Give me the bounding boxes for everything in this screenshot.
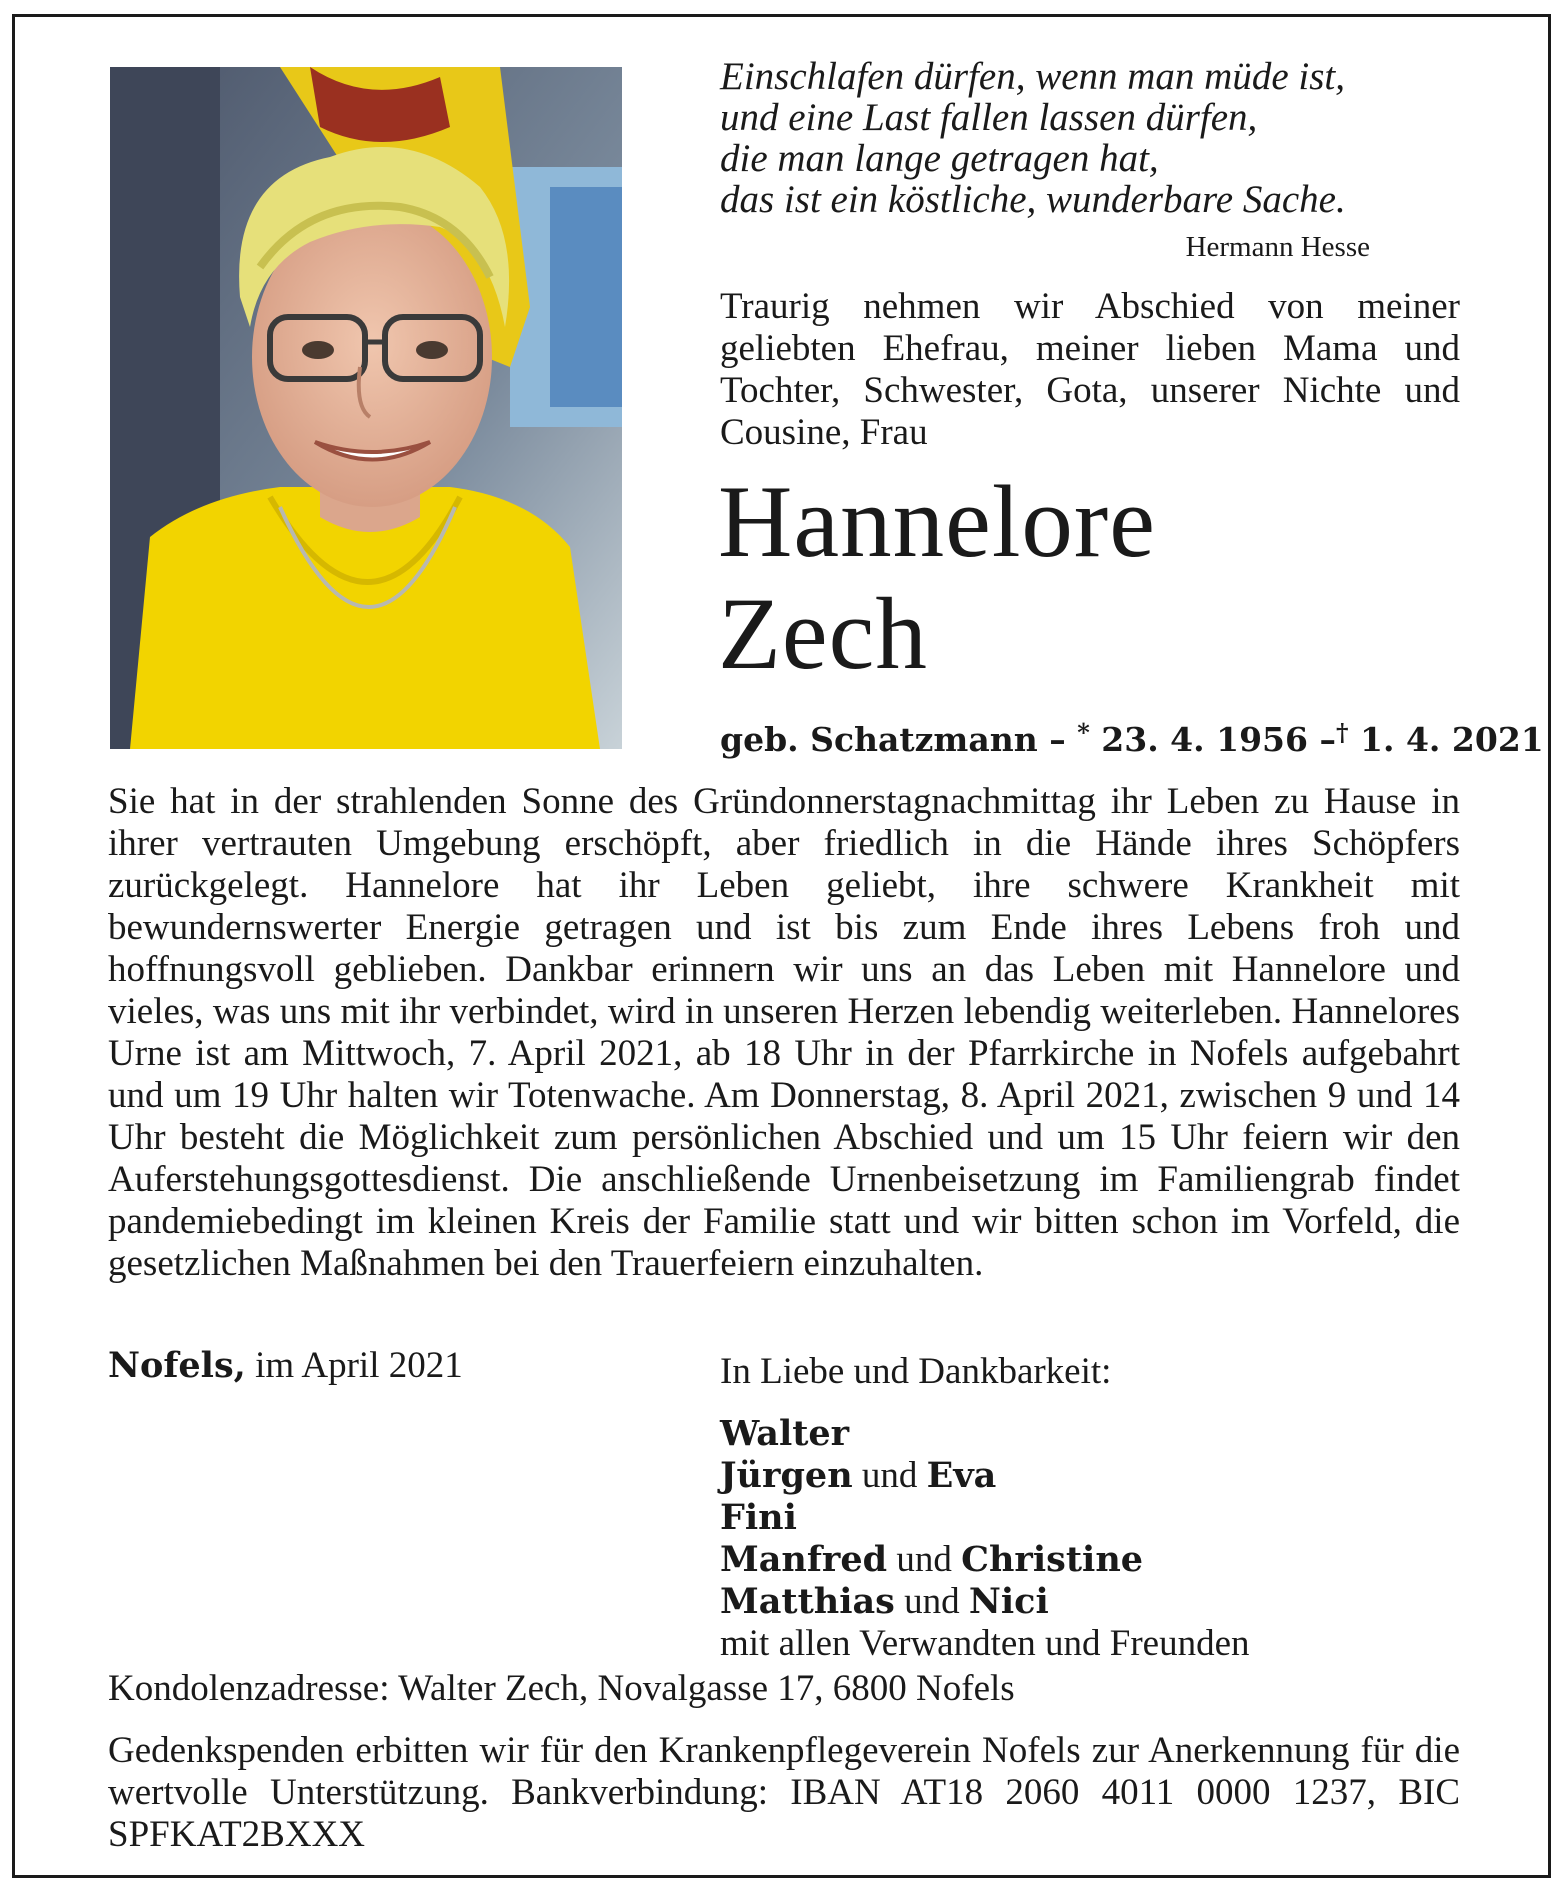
deceased-name (718, 466, 1156, 690)
family-line (720, 1413, 1460, 1455)
family-signature (720, 1351, 1460, 1665)
quote-author: Hermann Hesse (1185, 231, 1370, 263)
family-connector: und (904, 1581, 960, 1622)
place-town: Nofels, (108, 1345, 246, 1386)
maiden-name: geb. Schatzmann (720, 720, 1038, 759)
family-member: Jürgen (720, 1455, 853, 1496)
death-date: 1. 4. 2021 (1360, 720, 1544, 759)
obituary-body: Sie hat in der strahlenden Sonne des Gründonnerstagnachmittag ihr Leben zu Hause in ihrer vertrauten Umgebung erschöpft, aber friedlich in die Hände ihres Schöpfers zurückgelegt. Hannelore hat ihr Leben geliebt, ihre schwere Krankheit mit bewundernswerter Energie getragen und ist bis zum Ende ihres Lebens froh und hoffnungsvoll geblieben. Dankbar erinnern wir uns an das Leben mit Hannelore und vieles, was uns mit ihr verbindet, wird in unseren Herzen lebendig weiterleben. Hannelores Urne ist am Mittwoch, 7. April 2021, ab 18 Uhr in der Pfarrkirche in Nofels aufgebahrt und um 19 Uhr halten wir Totenwache. Am Donnerstag, 8. April 2021, zwischen 9 und 14 Uhr besteht die Möglichkeit zum persönlichen Abschied und um 15 Uhr feiern wir den Auferstehungsgottesdienst. Die anschließende Urnenbeisetzung im Familiengrab findet pandemiebedingt im kleinen Kreis der Familie statt und wir bitten schon im Vorfeld, die gesetzlichen Maßnahmen bei den Trauerfeiern einzuhalten. (108, 781, 1460, 1284)
birth-date: 23. 4. 1956 (1101, 720, 1308, 759)
family-member: Eva (926, 1455, 997, 1496)
family-connector: und (861, 1455, 918, 1496)
family-heading: In Liebe und Dankbarkeit: (720, 1351, 1112, 1392)
portrait-illustration (110, 67, 622, 749)
family-member: Fini (720, 1497, 797, 1538)
donation-note: Gedenkspenden erbitten wir für den Krankenpflegeverein Nofels zur Anerkennung für die wertvolle Unterstützung. Bankverbindung: IBAN AT18 2060 4011 0000 1237, BIC SPFKAT2BXXX (108, 1730, 1460, 1855)
family-line (720, 1581, 1460, 1623)
family-member: Nici (968, 1581, 1049, 1622)
life-dates (720, 711, 1544, 762)
condolence-address: Kondolenzadresse: Walter Zech, Novalgasse 17, 6800 Nofels (108, 1668, 1015, 1709)
family-line (720, 1455, 1460, 1497)
family-member: Christine (961, 1539, 1144, 1580)
quote-line: Einschlafen dürfen, wenn man müde ist, (720, 55, 1346, 98)
portrait-photo (110, 67, 622, 749)
place-month: im April 2021 (255, 1345, 463, 1386)
dash: – (1049, 720, 1066, 759)
quote-line: das ist ein köstliche, wunderbare Sache. (720, 178, 1346, 221)
first-name: Hannelore (718, 465, 1156, 579)
family-line (720, 1539, 1460, 1581)
family-connector: und (896, 1539, 952, 1580)
quote-line: und eine Last fallen lassen dürfen, (720, 96, 1258, 139)
birth-symbol: * (1077, 718, 1090, 747)
family-member: Walter (720, 1413, 850, 1454)
cross-symbol: † (1335, 718, 1349, 747)
family-member: Matthias (720, 1581, 895, 1622)
quote-line: die man lange getragen hat, (720, 137, 1159, 180)
intro-text: Traurig nehmen wir Abschied von meiner geliebten Ehefrau, meiner lieben Mama und Tochter, Schwester, Gota, unserer Nichte und Cousine, Frau (720, 286, 1460, 453)
place-date (108, 1345, 463, 1387)
family-member: Manfred (720, 1539, 888, 1580)
family-closing: mit allen Verwandten und Freunden (720, 1623, 1250, 1664)
last-name: Zech (718, 577, 928, 691)
family-line (720, 1497, 1460, 1539)
hesse-quote (720, 56, 1370, 220)
dash: – (1319, 720, 1336, 759)
